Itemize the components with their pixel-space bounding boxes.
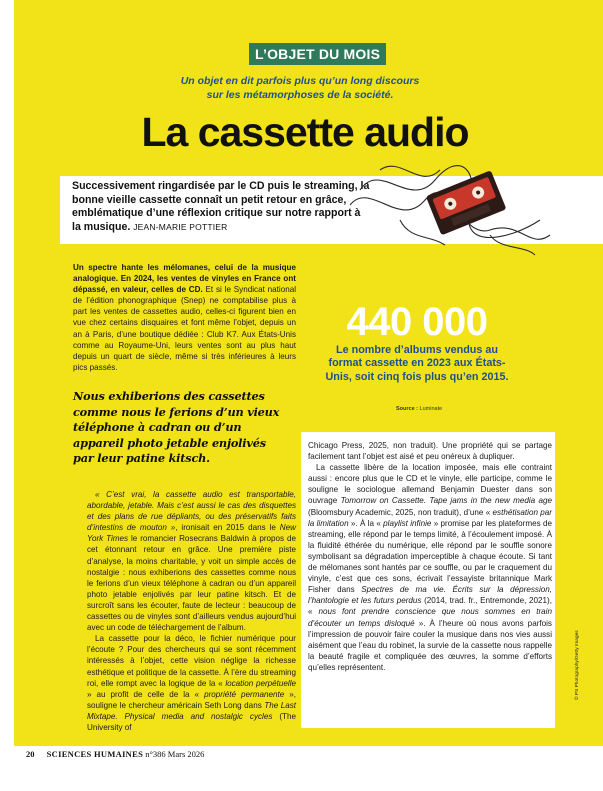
stat-caption: Le nombre d’albums vendus au format cassette en 2023 aux États-Unis, soit cinq fois plus qu’en 2015.: [325, 344, 509, 383]
magazine-name: SCIENCES HUMAINES: [46, 749, 144, 759]
issue-date: Mars 2026: [167, 749, 205, 759]
source-label: Source :: [396, 406, 419, 412]
emphasis: location perpétuelle: [225, 678, 296, 688]
stat-number: 440 000: [346, 300, 488, 344]
intro-line-1: Un objet en dit parfois plus qu’un long discours: [180, 75, 420, 87]
opening-paragraph: [73, 262, 296, 373]
text-span: (Bloomsbury Academic, 2025, non traduit), d’une «: [308, 507, 493, 517]
text-span: ». À l’heure où nous avons parfois l’impression de pouvoir faire couler la musique dans nos vies aussi aisément que l’eau du robinet, la survie de la cassette nous rappelle la beauté fragile et compliquée des œuvres, la somme d’efforts qu’elles représentent.: [308, 618, 552, 672]
page-number: 20: [26, 749, 35, 759]
page-margin: [0, 0, 14, 791]
quote-fisher: nous font prendre conscience que nous sommes en train d’écouter un temps disloqué: [308, 607, 552, 628]
text-span: » au profit de celle de la «: [87, 689, 205, 699]
source-name: Luminate: [419, 406, 443, 412]
book-title: Tomorrow on Cassette. Tape jams in the new media age: [340, 496, 552, 506]
issue-number: n°386: [145, 749, 166, 759]
rubric-label: L’OBJET DU MOIS: [249, 43, 386, 65]
cassette-tape-photo: [340, 150, 560, 260]
lead-paragraph: [72, 180, 372, 234]
text-span: » promise par les plateformes de streaming, elle répond par le temps limité, à l’écoulement imposé. À la fluidité éthérée du numérique, elle répond par le souffle sonore symbolisant sa dégradation imperceptible à chaque écoute. Si tant de mélomanes sont hantés par ce souffle, ou par le craquement du vinyle, c’est que ces sons, écrivait l’essayiste britannique Mark Fisher dans: [308, 518, 552, 595]
text-span: La cassette pour la déco, le fichier numérique pour l’écoute ? Pour des chercheurs qui se sont récemment intéressés à l’objet, cette vision néglige la richesse esthétique et politique de la cassette. À l’ère du streaming roi, elle rompt avec la logique de la «: [87, 634, 296, 688]
text-span: (2014, trad. fr., Entremonde, 2021), «: [308, 596, 552, 617]
body-paragraph: [87, 633, 296, 733]
page-title: La cassette audio: [141, 109, 469, 155]
opening-bold: Un spectre hante les mélomanes, celui de la musique analogique. En 2024, les ventes de vinyles en France ont dépassé, en valeur, celles de CD.: [73, 263, 296, 295]
text-span: le romancier Rosecrans Baldwin à propos de cet étonnant retour en grâce. Une première piste d’analyse, la moins charitable, y voit un simple accès de nostalgie : nous exhiberions des cassettes comme nous le ferions d’un vieux téléphone à cadran ou d’un appareil photo jetable enjolivés par leur patine kitsch. Et de surcroît sans les écouter, faute de lecteur : beaucoup de cassettes ou de vinyles sont d’ailleurs vendus aujourd’hui avec un code de téléchargement de l’album.: [87, 534, 297, 633]
opening-text: Et si le Syndicat national de l’édition phonographique (Snep) ne comptabilise plus à part les ventes de cassettes audio, celles-ci figurent bien en vue chez certains disquaires et font même l’objet, depuis un an à Paris, d’une boutique dédiée : Club K7. Aux États-Unis comme au Royaume-Uni, leurs ventes sont au plus haut depuis un quart de siècle, même si très inférieures à leurs pics passés.: [73, 285, 296, 372]
author-name: JEAN-MARIE POTTIER: [133, 221, 228, 232]
body-column-left: [87, 489, 296, 733]
text-span: ». À la «: [348, 518, 384, 528]
text-span: La cassette libère de la location imposée, mais elle contraint aussi : encore plus que le CD et le vinyle, elle participe, comme le souligne le sociologue allemand Benjamin Duester dans son ouvrage: [308, 463, 552, 506]
body-paragraph: [87, 489, 296, 633]
emphasis: esthétisation par la limitation: [308, 507, 552, 528]
quote-baldwin: « C’est vrai, la cassette audio est transportable, abordable, jetable. Mais c’est aussi le cas des disquettes et des plans de rue dépliants, ou des préservatifs faits d’intestins de mouton »: [87, 490, 296, 533]
text-span: », souligne le chercheur américain Seth Long dans: [87, 689, 296, 710]
text-span: (The University of: [87, 711, 296, 732]
body-paragraph: [308, 462, 552, 673]
book-title: The Last Mixtape. Physical media and nostalgic cycles: [87, 700, 296, 721]
intro-text: [150, 74, 450, 102]
body-column-right: [308, 440, 552, 673]
lead-text: Successivement ringardisée par le CD puis le streaming, la bonne vieille cassette connaît un petit retour en grâce, emblématique d’une réflexion critique sur notre rapport à la musique.: [72, 180, 370, 233]
body-continuation: Chicago Press, 2025, non traduit). Une propriété qui se partage facilement tant l’objet est aisé et peu onéreux à dupliquer.: [308, 441, 552, 462]
photo-credit: © PS Photography/Getty Images: [575, 630, 580, 700]
stat-source: [396, 406, 516, 412]
book-title: Spectres de ma vie. Écrits sur la dépression, l’hantologie et les futurs perdus: [308, 585, 552, 606]
intro-line-2: sur les métamorphoses de la société.: [206, 89, 394, 101]
text-span: , ironisait en 2015 dans le: [175, 523, 280, 533]
emphasis: propriété permanente: [204, 689, 285, 699]
emphasis: playlist infinie: [383, 518, 432, 528]
pull-quote: Nous exhiberions des cassettes comme nous le ferions d’un vieux téléphone à cadran ou d’un appareil photo jetable enjolivés par leur patine kitsch.: [73, 389, 280, 466]
page-footer: [26, 749, 204, 759]
newspaper-title: New York Times: [87, 523, 296, 544]
